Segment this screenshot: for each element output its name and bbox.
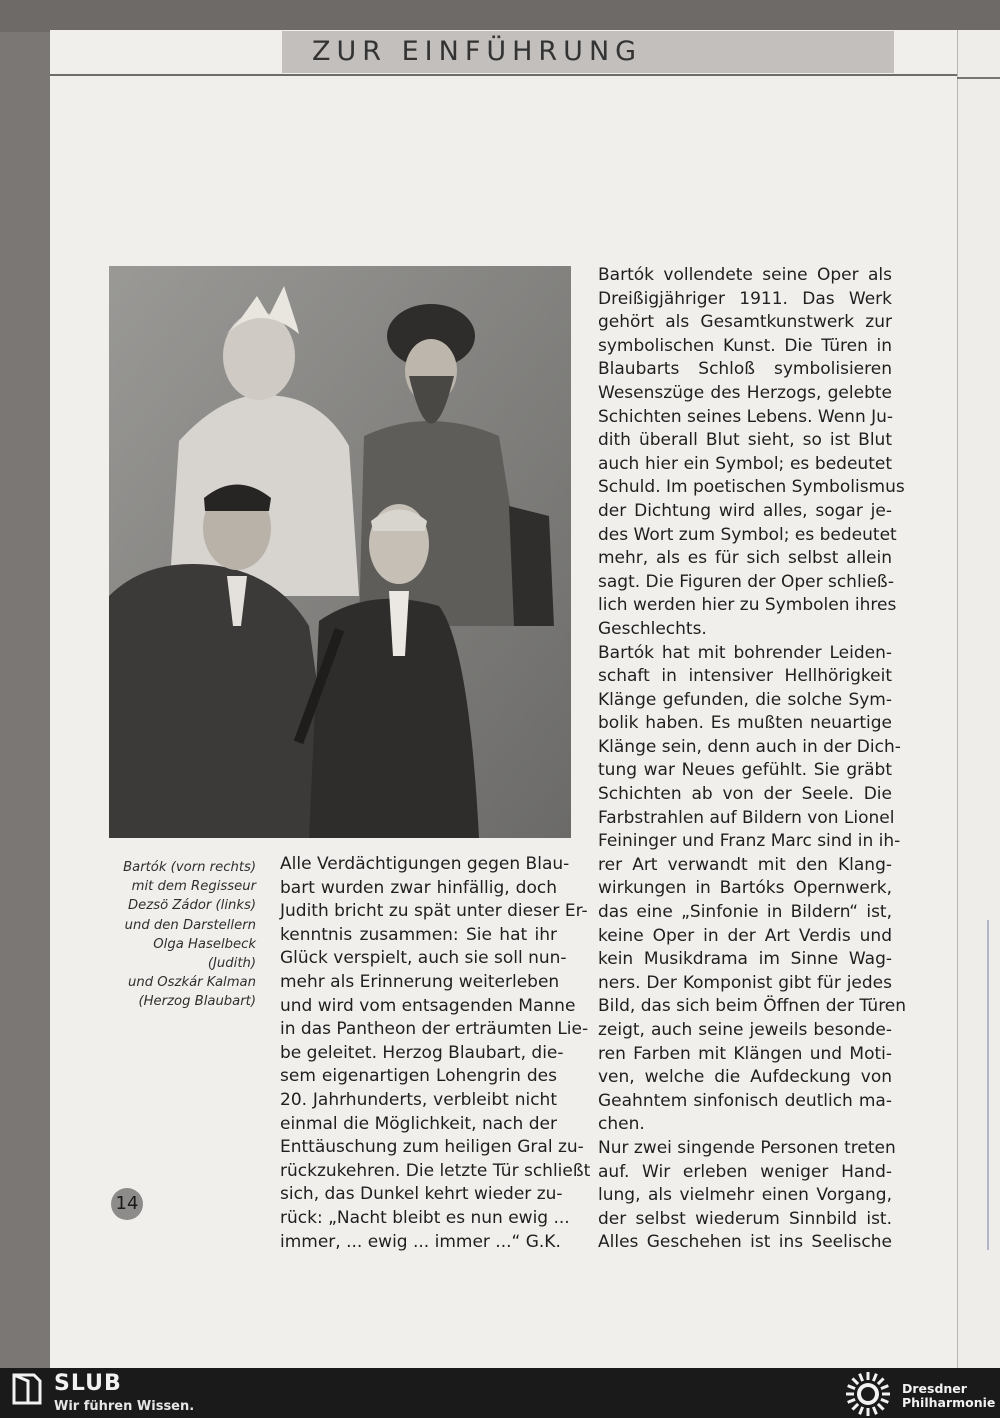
text-line: einmal die Möglichkeit, nach der <box>280 1113 557 1134</box>
slub-book-icon <box>10 1373 44 1405</box>
philharmonie-name-line1: Dresdner <box>902 1381 967 1396</box>
text-line: sagt. Die Figuren der Oper schließ- <box>598 571 895 592</box>
text-line: und wird vom entsagenden Manne <box>280 995 576 1016</box>
text-line: immer, ... ewig ... immer ...“ G.K. <box>280 1231 561 1252</box>
text-line: Schuld. Im poetischen Symbolismus <box>598 477 905 498</box>
text-line: zeigt, auch seine jeweils besonde- <box>598 1020 892 1040</box>
text-line: Schichten seines Lebens. Wenn Ju- <box>598 406 894 427</box>
text-line: Judith bricht zu spät unter dieser Er- <box>280 901 588 922</box>
page-number-badge: 14 <box>111 1188 143 1220</box>
text-line: gehört als Gesamtkunstwerk zur <box>598 312 892 333</box>
text-line: Alle Verdächtigungen gegen Blau- <box>280 854 570 874</box>
text-line: das eine „Sinfonie in Bildern“ ist, <box>598 902 892 923</box>
text-line: Geschlechts. <box>598 618 707 639</box>
text-line: rer Art verwandt mit den Klang- <box>598 854 892 875</box>
historic-photograph <box>109 266 571 838</box>
text-line: auch hier ein Symbol; es bedeutet <box>598 453 892 474</box>
text-line: Farbstrahlen auf Bildern von Lionel <box>598 807 895 828</box>
caption-line: und Oszkár Kalman <box>128 975 256 991</box>
text-line: rückzukehren. Die letzte Tür schließt <box>280 1160 591 1181</box>
philharmonie-name-line2: Philharmonie <box>902 1395 996 1410</box>
caption-line: mit dem Regisseur <box>131 879 256 895</box>
caption-line: Olga Haselbeck <box>153 936 256 952</box>
slub-tagline: Wir führen Wissen. <box>54 1399 195 1414</box>
slub-name[interactable]: SLUB <box>54 1371 122 1396</box>
text-line: Bild, das sich beim Öffnen der Türen <box>598 996 907 1017</box>
text-line: lung, als vielmehr einen Vorgang, <box>598 1185 892 1206</box>
header-rule <box>50 74 957 76</box>
text-line: Alles Geschehen ist ins Seelische <box>598 1232 892 1253</box>
text-line: in das Pantheon der erträumten Lie- <box>280 1019 589 1040</box>
text-column-right <box>598 264 907 1255</box>
caption-line: (Herzog Blaubart) <box>138 994 256 1010</box>
text-line: Bartók vollendete seine Oper als <box>598 265 892 285</box>
photo-caption <box>112 858 256 1012</box>
text-line: Klänge gefunden, die solche Sym- <box>598 689 892 710</box>
text-line: mehr als Erinnerung weiterleben <box>280 971 560 992</box>
text-line: tung war Neues gefühlt. Sie gräbt <box>598 760 892 781</box>
caption-line: und den Darstellern <box>124 917 256 933</box>
text-line: 20. Jahrhunderts, verbleibt nicht <box>280 1089 557 1110</box>
text-line: symbolischen Kunst. Die Türen in <box>598 335 892 356</box>
text-line: Geahntem sinfonisch deutlich ma- <box>598 1090 892 1111</box>
text-line: bart wurden zwar hinfällig, doch <box>280 877 557 898</box>
text-column-middle <box>280 853 591 1254</box>
text-line: be geleitet. Herzog Blaubart, die- <box>280 1042 564 1063</box>
text-line: Blaubarts Schloß symbolisieren <box>598 359 892 380</box>
caption-line: (Judith) <box>207 956 256 972</box>
next-page-header-rule <box>957 77 1000 79</box>
caption-line: Dezsö Zádor (links) <box>128 898 256 914</box>
text-line: schaft in intensiver Hellhörigkeit <box>598 666 892 687</box>
caption-line: Bartók (vorn rechts) <box>123 860 256 875</box>
philharmonie-sun-icon <box>842 1370 894 1418</box>
text-line: Glück verspielt, auch sie soll nun- <box>280 948 567 969</box>
text-line: Wesenszüge des Herzogs, gelebte <box>598 382 892 403</box>
text-line: Schichten ab von der Seele. Die <box>598 784 892 805</box>
text-line: bolik haben. Es mußten neuartige <box>598 713 892 734</box>
text-line: kein Musikdrama im Sinne Wag- <box>598 949 892 970</box>
text-line: Enttäuschung zum heiligen Gral zu- <box>280 1137 584 1158</box>
text-line: der Dichtung wird alles, sogar je- <box>598 500 892 521</box>
text-line: dith überall Blut sieht, so ist Blut <box>598 430 892 451</box>
section-title: ZUR EINFÜHRUNG <box>312 36 643 67</box>
text-line: Klänge sein, denn auch in der Dich- <box>598 736 901 757</box>
text-line: auf. Wir erleben weniger Hand- <box>598 1161 892 1182</box>
text-line: mehr, als es für sich selbst allein <box>598 548 892 569</box>
text-line: sem eigenartigen Lohengrin des <box>280 1066 557 1087</box>
text-line: des Wort zum Symbol; es bedeutet <box>598 524 897 545</box>
text-line: chen. <box>598 1114 645 1135</box>
text-line: kenntnis zusammen: Sie hat ihr <box>280 924 557 945</box>
text-line: ven, welche die Aufdeckung von <box>598 1067 892 1088</box>
text-line: Nur zwei singende Personen treten <box>598 1137 896 1158</box>
text-line: rück: „Nacht bleibt es nun ewig ... <box>280 1207 570 1228</box>
text-line: ren Farben mit Klängen und Moti- <box>598 1043 892 1064</box>
next-page-rule <box>987 920 989 1250</box>
text-line: ners. Der Komponist gibt für jedes <box>598 972 892 993</box>
text-line: wirkungen in Bartóks Opernwerk, <box>598 878 892 899</box>
scan-background-top <box>0 0 1000 32</box>
text-line: keine Oper in der Art Verdis und <box>598 925 892 946</box>
text-line: Bartók hat mit bohrender Leiden- <box>598 642 892 663</box>
text-line: Feininger und Franz Marc sind in ih- <box>598 831 901 852</box>
text-line: lich werden hier zu Symbolen ihres <box>598 595 897 616</box>
text-line: der selbst wiederum Sinnbild ist. <box>598 1208 892 1229</box>
text-line: Dreißigjähriger 1911. Das Werk <box>598 288 892 309</box>
next-page-edge <box>957 30 1000 1368</box>
philharmonie-name[interactable] <box>902 1382 995 1410</box>
text-line: sich, das Dunkel kehrt wieder zu- <box>280 1184 563 1205</box>
